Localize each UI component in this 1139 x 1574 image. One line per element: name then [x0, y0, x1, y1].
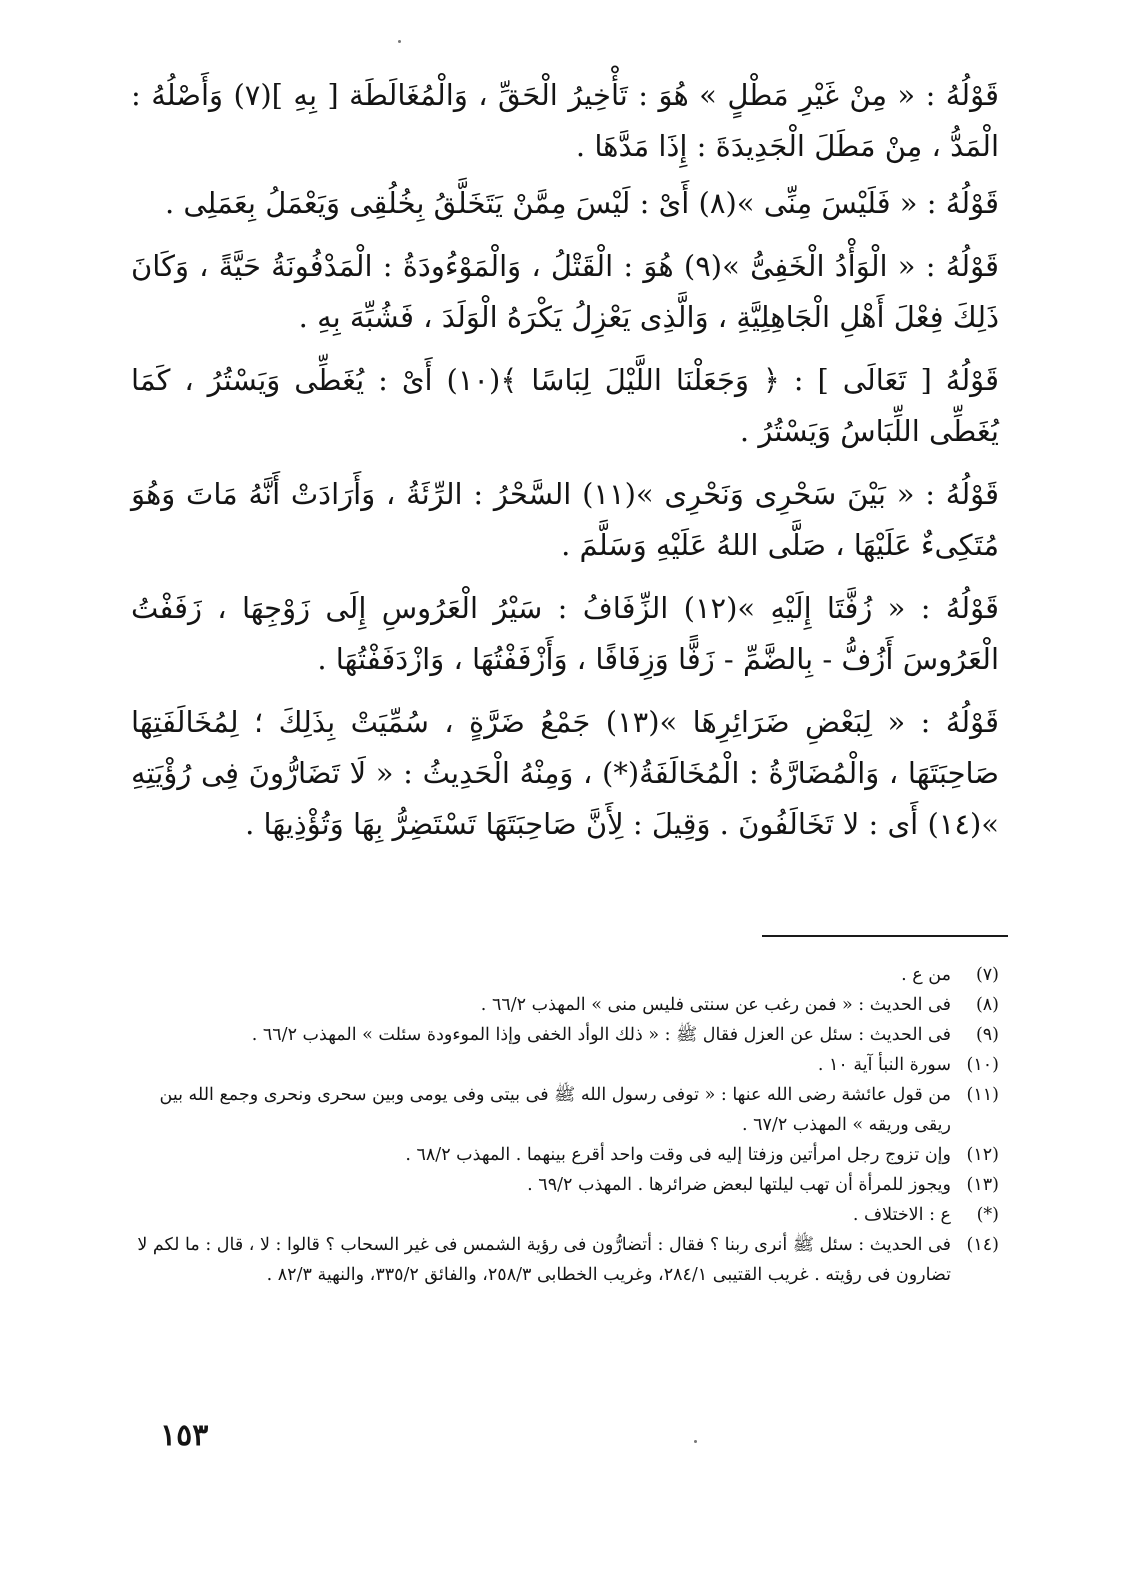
footnote-text: من قول عائشة رضى الله عنها : « توفى رسول الله ﷺ فى بيتى وفى يومى وبين سحرى ونحرى وجمع الله بين ريقى وريقه » المهذب ٦٧/٢ . — [159, 1085, 951, 1135]
footnote-text: فى الحديث : سئل عن العزل فقال ﷺ : « ذلك الوأد الخفى وإذا الموءودة سئلت » المهذب ٦٦/٢ . — [251, 1025, 951, 1045]
footnote-number: (٧) — [975, 965, 999, 985]
gloss-paragraph: قَوْلُهُ : « مِنْ غَيْرِ مَطْلٍ » هُوَ : تَأْخِيرُ الْحَقِّ ، وَالْمُغَالَطَة [ بِهِ ](٧) وَأَصْلُهُ : الْمَدُّ ، مِنْ مَطَلَ الْجَدِيدَةَ : إِذَا مَدَّهَا . — [131, 78, 999, 163]
footnote-number: (*) — [976, 1205, 999, 1225]
footnote-item — [127, 990, 999, 1020]
footnote-item — [127, 1170, 999, 1200]
footnote-text: من ع . — [901, 965, 951, 985]
gloss-paragraph: قَوْلُهُ : « لِبَعْضِ ضَرَائِرِهَا »(١٣) جَمْعُ ضَرَّةٍ ، سُمِّيَتْ بِذَلِكَ ؛ لِمُخَالَفَتِهَا صَاحِبَتَهَا ، وَالْمُضَارَّةُ : الْمُخَالَفَةُ(*) ، وَمِنْهُ الْحَدِيثُ : « لَا تَضَارُّونَ فِى رُؤْيَتِهِ »(١٤) أَى : لا تَخَالَفُونَ . وَقِيلَ : لِأَنَّ صَاحِبَتَهَا تَسْتَضِرُّ بِهَا وَتُؤْذِيهَا . — [131, 705, 999, 841]
footnote-item — [127, 960, 999, 990]
footnote-item — [127, 1140, 999, 1170]
footnote-number: (١٤) — [966, 1235, 999, 1255]
footnote-item — [127, 1050, 999, 1080]
page-number: ١٥٣ — [160, 1418, 209, 1453]
scan-speck — [694, 1440, 697, 1443]
footnote-number: (١٠) — [966, 1055, 999, 1075]
footnote-item — [127, 1080, 999, 1140]
scan-speck — [398, 40, 401, 43]
gloss-paragraph: قَوْلُهُ : « زُفَّتَا إِلَيْهِ »(١٢) الزِّفَافُ : سَيْرُ الْعَرُوسِ إِلَى زَوْجِهَا ، زَفَفْتُ الْعَرُوسَ أَزُفُّ - بِالضَّمِّ - زَفًّا وَزِفَافًا ، وَأَزْفَفْتُهَا ، وَازْدَفَفْتُهَا . — [131, 591, 999, 676]
footnote-item — [127, 1230, 999, 1290]
footnote-text: فى الحديث : « فمن رغب عن سنتى فليس منى » المهذب ٦٦/٢ . — [480, 995, 951, 1015]
footnote-number: (٩) — [975, 1025, 999, 1045]
footnote-number: (١٢) — [966, 1145, 999, 1165]
gloss-paragraph: قَوْلُهُ [ تَعَالَى ] : ﴿ وَجَعَلْنَا اللَّيْلَ لِبَاسًا ﴾(١٠) أَىْ : يُغَطِّى وَيَسْتُرُ ، كَمَا يُغَطِّى اللِّبَاسُ وَيَسْتُرُ . — [131, 363, 1000, 448]
footnote-text: ويجوز للمرأة أن تهب ليلتها لبعض ضرائرها . المهذب ٦٩/٢ . — [527, 1175, 951, 1195]
gloss-paragraph: قَوْلُهُ : « الْوَأْدُ الْخَفِىُّ »(٩) هُوَ : الْقَتْلُ ، وَالْمَوْءُودَةُ : الْمَدْفُونَةُ حَيَّةً ، وَكَانَ ذَلِكَ فِعْلَ أَهْلِ الْجَاهِلِيَّةِ ، وَالَّذِى يَعْزِلُ يَكْرَهُ الْوَلَدَ ، فَشُبِّهَ بِهِ . — [131, 249, 999, 334]
footnotes-block — [127, 960, 999, 1290]
footnote-text: سورة النبأ آية ١٠ . — [817, 1055, 951, 1075]
footnote-number: (١٣) — [966, 1175, 999, 1195]
footnote-number: (٨) — [975, 995, 999, 1015]
footnote-item — [127, 1020, 999, 1050]
footnote-text: وإن تزوج رجل امرأتين وزفتا إليه فى وقت واحد أقرع بينهما . المهذب ٦٨/٢ . — [405, 1145, 951, 1165]
footnote-item — [127, 1200, 999, 1230]
footnote-text: ع : الاختلاف . — [852, 1205, 951, 1225]
footnote-text: فى الحديث : سئل ﷺ أنرى ربنا ؟ فقال : أتضارُّون فى رؤية الشمس فى غير السحاب ؟ قالوا : لا ، قال : ما لكم لا تضارون فى رؤيته . غريب القتيبى ٢٨٤/١، وغريب الخطابى ٢٥٨/٣، والفائق ٣٣٥/٢، والنهية ٨٢/٣ . — [137, 1235, 951, 1285]
gloss-paragraph: قَوْلُهُ : « بَيْنَ سَحْرِى وَنَحْرِى »(١١) السَّحْرُ : الرِّئَةُ ، وَأَرَادَتْ أَنَّهُ مَاتَ وَهُوَ مُتَكِىءٌ عَلَيْهَا ، صَلَّى اللهُ عَلَيْهِ وَسَلَّمَ . — [131, 477, 999, 562]
main-text-block — [131, 70, 999, 862]
footnote-separator — [762, 935, 1008, 937]
footnote-number: (١١) — [966, 1085, 999, 1105]
gloss-paragraph: قَوْلُهُ : « فَلَيْسَ مِنِّى »(٨) أَىْ : لَيْسَ مِمَّنْ يَتَخَلَّقُ بِخُلُقِى وَيَعْمَلُ بِعَمَلِى . — [164, 186, 999, 220]
